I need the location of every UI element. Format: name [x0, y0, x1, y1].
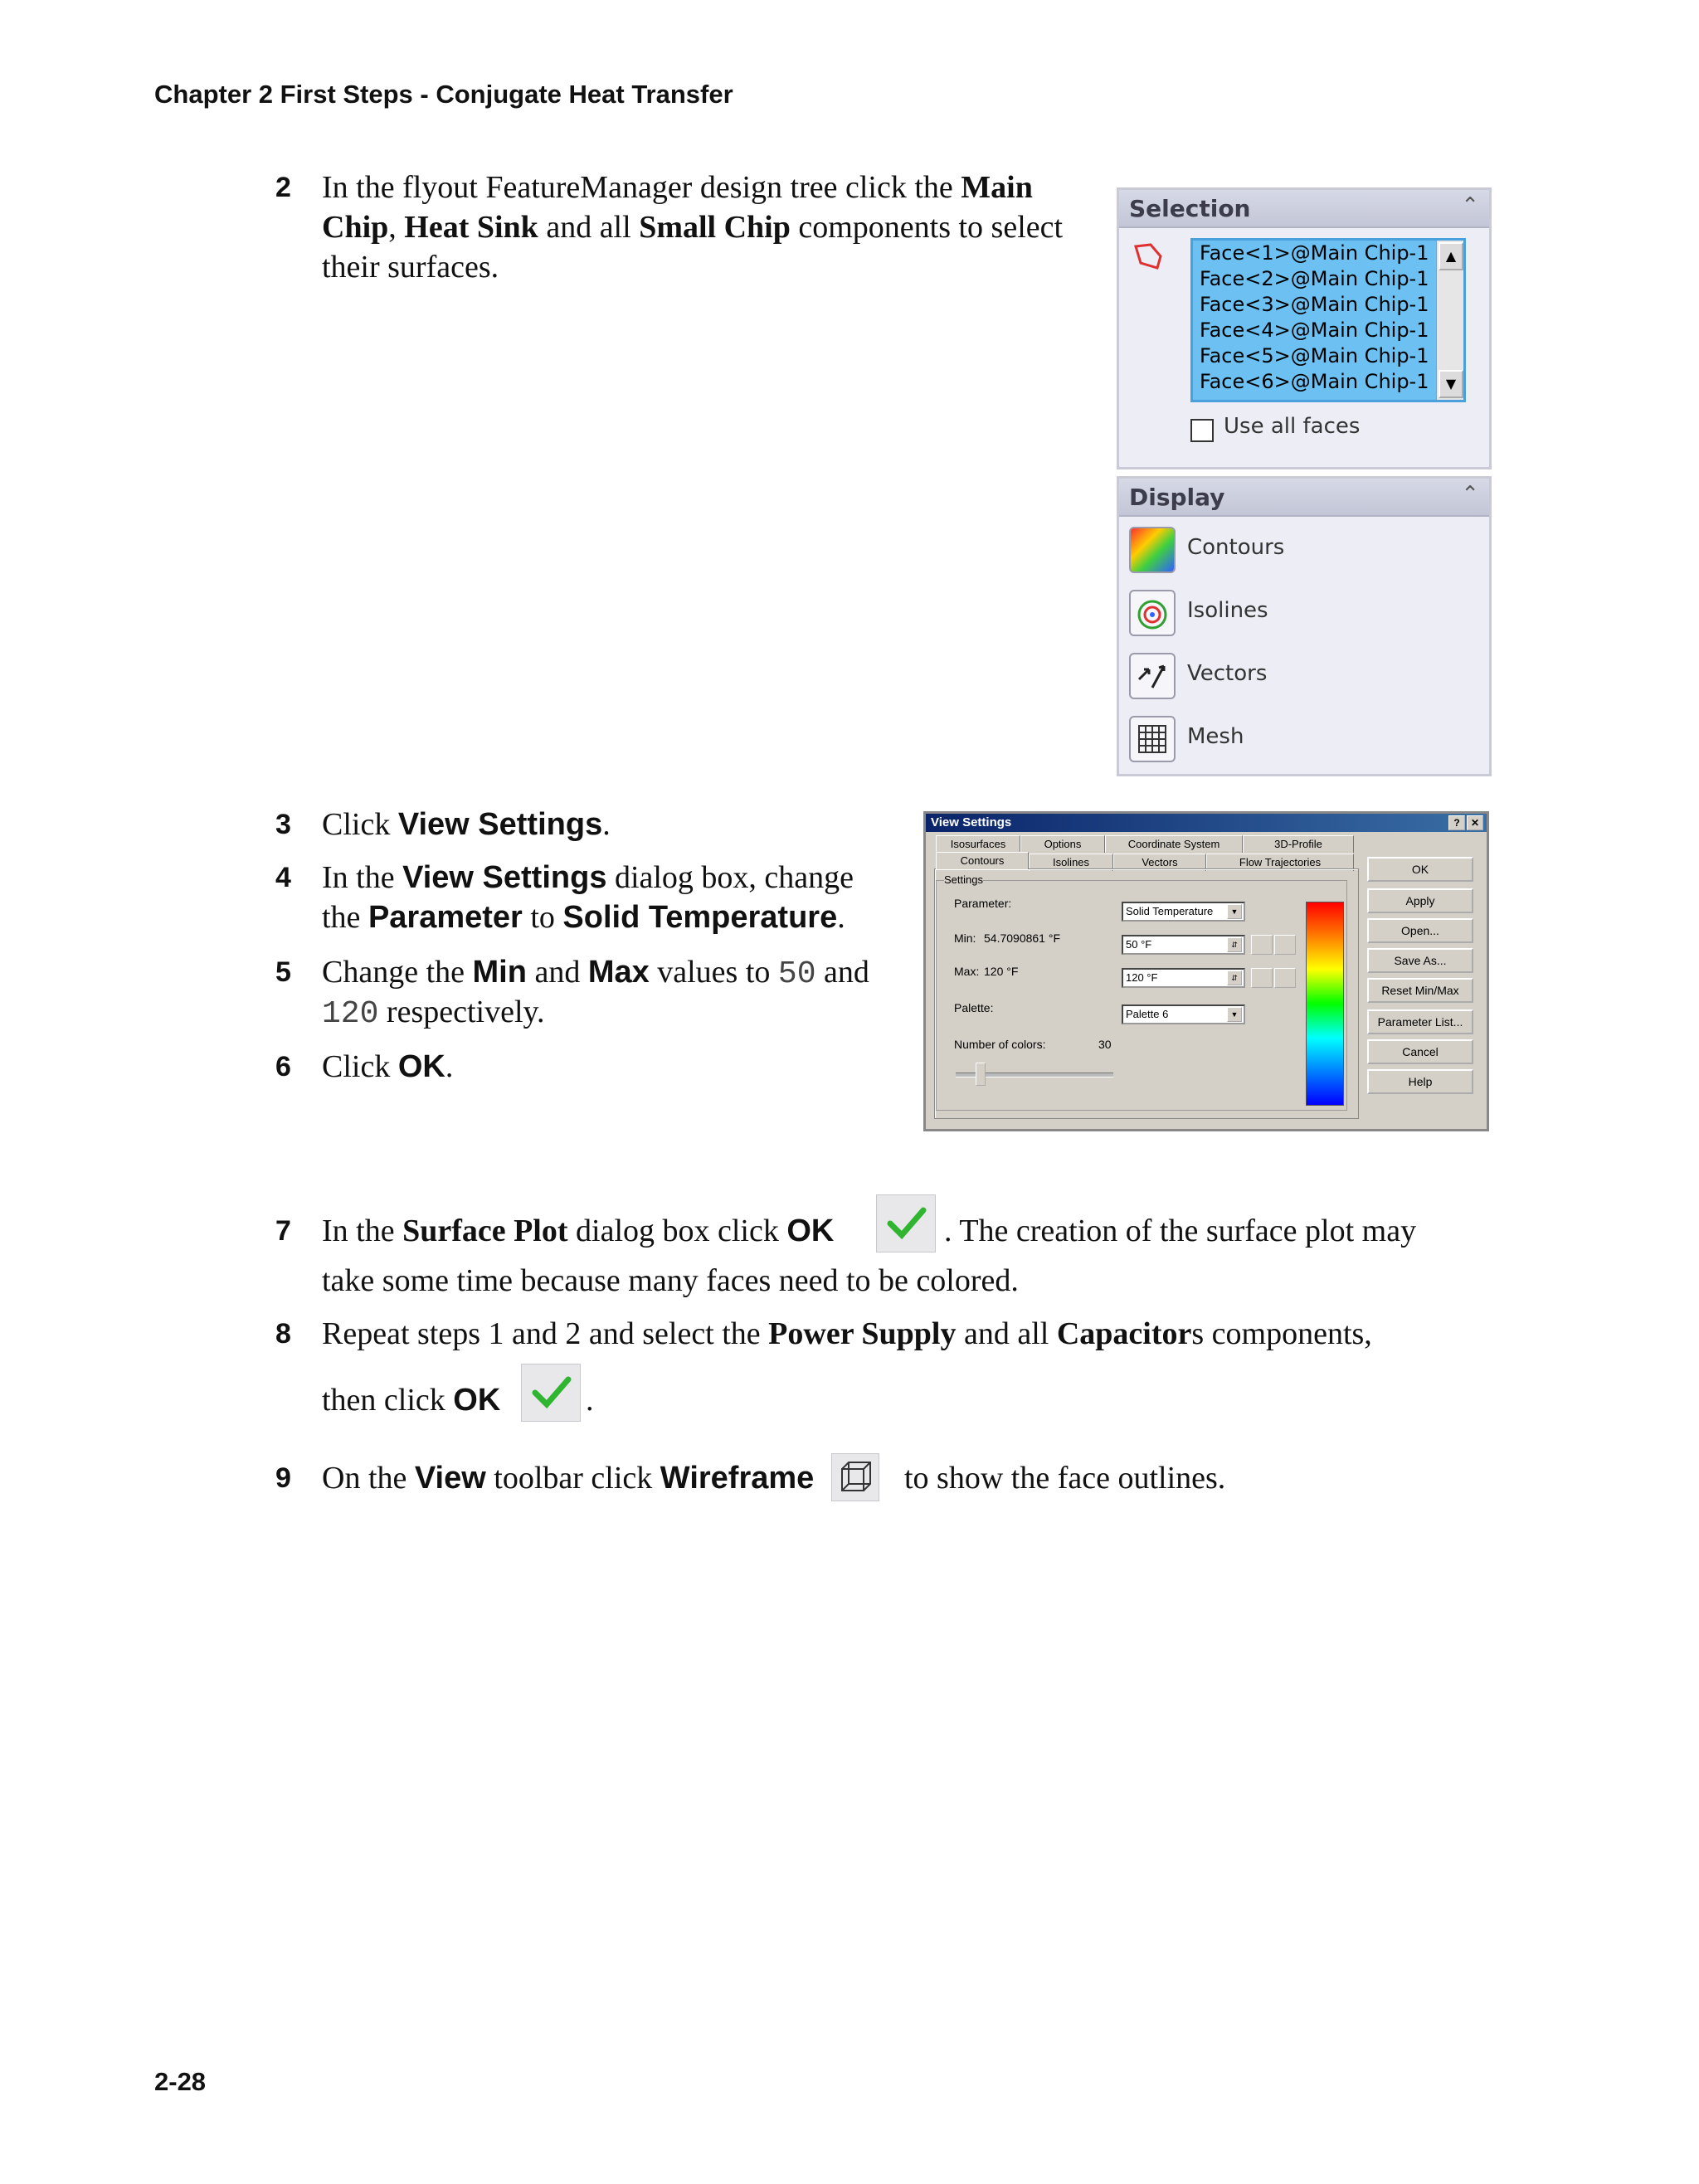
face-selection-icon	[1132, 241, 1166, 271]
display-panel-header[interactable]	[1119, 479, 1489, 517]
step-number: 3	[275, 809, 291, 840]
use-all-faces-checkbox[interactable]	[1190, 419, 1214, 442]
isolines-icon	[1129, 590, 1176, 636]
spin-icon[interactable]: ⇵	[1227, 937, 1242, 952]
list-item[interactable]: Face<6>@Main Chip-1	[1200, 370, 1429, 393]
step-number: 5	[275, 956, 291, 988]
faces-listbox[interactable]	[1190, 238, 1466, 402]
selection-title: Selection	[1129, 195, 1251, 222]
vectors-label: Vectors	[1187, 661, 1268, 686]
list-item[interactable]: Face<3>@Main Chip-1	[1200, 293, 1429, 316]
contours-icon	[1129, 527, 1176, 573]
colors-value: 30	[1098, 1038, 1112, 1051]
open-button[interactable]: Open...	[1367, 918, 1473, 943]
dialog-titlebar	[926, 814, 1487, 832]
tab-flow-trajectories[interactable]: Flow Trajectories	[1206, 854, 1354, 871]
step-number: 6	[275, 1051, 291, 1082]
max-input[interactable]: 120 °F ⇵	[1122, 968, 1245, 988]
parameter-label: Parameter:	[954, 897, 1012, 910]
eyedropper-icon[interactable]	[1251, 935, 1273, 955]
cancel-button[interactable]: Cancel	[1367, 1039, 1473, 1064]
page-number: 2-28	[154, 2067, 207, 2096]
eyedropper-icon[interactable]	[1251, 968, 1273, 988]
selection-panel-header[interactable]	[1119, 190, 1489, 228]
checkmark-icon	[521, 1364, 581, 1422]
list-item[interactable]: Face<1>@Main Chip-1	[1200, 241, 1429, 265]
wireframe-icon	[831, 1453, 879, 1501]
tab-isolines[interactable]: Isolines	[1029, 854, 1113, 871]
pick-icon[interactable]	[1274, 968, 1296, 988]
palette-preview	[1306, 902, 1344, 1106]
display-panel	[1117, 476, 1492, 776]
display-title: Display	[1129, 484, 1225, 511]
step-number: 4	[275, 862, 291, 893]
selection-panel	[1117, 187, 1492, 469]
settings-label: Settings	[944, 873, 983, 886]
mesh-icon	[1129, 716, 1176, 762]
min-input[interactable]: 50 °F ⇵	[1122, 935, 1245, 955]
collapse-icon[interactable]: ⌃	[1461, 193, 1479, 218]
save-as-button[interactable]: Save As...	[1367, 948, 1473, 973]
tab-options[interactable]: Options	[1020, 835, 1105, 853]
min-computed-value: 54.7090861 °F	[984, 931, 1061, 945]
tab-3d-profile[interactable]: 3D-Profile	[1243, 835, 1354, 853]
help-icon[interactable]: ?	[1448, 815, 1465, 830]
list-item[interactable]: Face<2>@Main Chip-1	[1200, 267, 1429, 290]
ok-button[interactable]: OK	[1367, 857, 1473, 882]
reset-min-max-button[interactable]: Reset Min/Max	[1367, 978, 1473, 1003]
min-label: Min:	[954, 931, 976, 945]
listbox-scrollbar[interactable]	[1436, 241, 1463, 400]
collapse-icon[interactable]: ⌃	[1461, 482, 1479, 507]
contours-label: Contours	[1187, 535, 1285, 560]
help-button[interactable]: Help	[1367, 1069, 1473, 1094]
parameter-list-button[interactable]: Parameter List...	[1367, 1009, 1473, 1034]
max-computed-value: 120 °F	[984, 965, 1019, 978]
use-all-faces-label: Use all faces	[1224, 414, 1361, 439]
list-item[interactable]: Face<4>@Main Chip-1	[1200, 319, 1429, 342]
step-number: 2	[275, 172, 291, 203]
step-number: 7	[275, 1215, 291, 1247]
view-settings-dialog	[923, 811, 1489, 1131]
pick-icon[interactable]	[1274, 935, 1296, 955]
tab-vectors[interactable]: Vectors	[1113, 854, 1206, 871]
parameter-select[interactable]: Solid Temperature ▼	[1122, 902, 1245, 922]
scroll-up-icon[interactable]: ▲	[1439, 242, 1463, 270]
tab-isosurfaces[interactable]: Isosurfaces	[936, 835, 1020, 853]
scroll-down-icon[interactable]: ▼	[1439, 370, 1463, 398]
max-label: Max:	[954, 965, 980, 978]
palette-label: Palette:	[954, 1001, 994, 1014]
vectors-icon	[1129, 653, 1176, 699]
apply-button[interactable]: Apply	[1367, 888, 1473, 913]
spin-icon[interactable]: ⇵	[1227, 970, 1242, 985]
isolines-label: Isolines	[1187, 598, 1268, 623]
colors-slider-thumb[interactable]	[976, 1063, 986, 1086]
step-number: 9	[275, 1462, 291, 1494]
palette-select[interactable]: Palette 6 ▼	[1122, 1004, 1245, 1024]
dialog-title: View Settings	[931, 815, 1012, 829]
tab-contours[interactable]: Contours	[936, 852, 1029, 869]
chevron-down-icon[interactable]: ▼	[1227, 1007, 1242, 1022]
tab-coordinate-system[interactable]: Coordinate System	[1105, 835, 1243, 853]
mesh-label: Mesh	[1187, 724, 1244, 749]
close-icon[interactable]: ✕	[1467, 815, 1483, 830]
chevron-down-icon[interactable]: ▼	[1227, 904, 1242, 919]
chapter-header: Chapter 2 First Steps - Conjugate Heat Transfer	[154, 80, 733, 109]
colors-label: Number of colors:	[954, 1038, 1046, 1051]
checkmark-icon	[876, 1194, 936, 1253]
step-number: 8	[275, 1318, 291, 1350]
step-text: In the flyout FeatureManager design tree click the Main	[322, 170, 1033, 205]
list-item[interactable]: Face<5>@Main Chip-1	[1200, 344, 1429, 367]
